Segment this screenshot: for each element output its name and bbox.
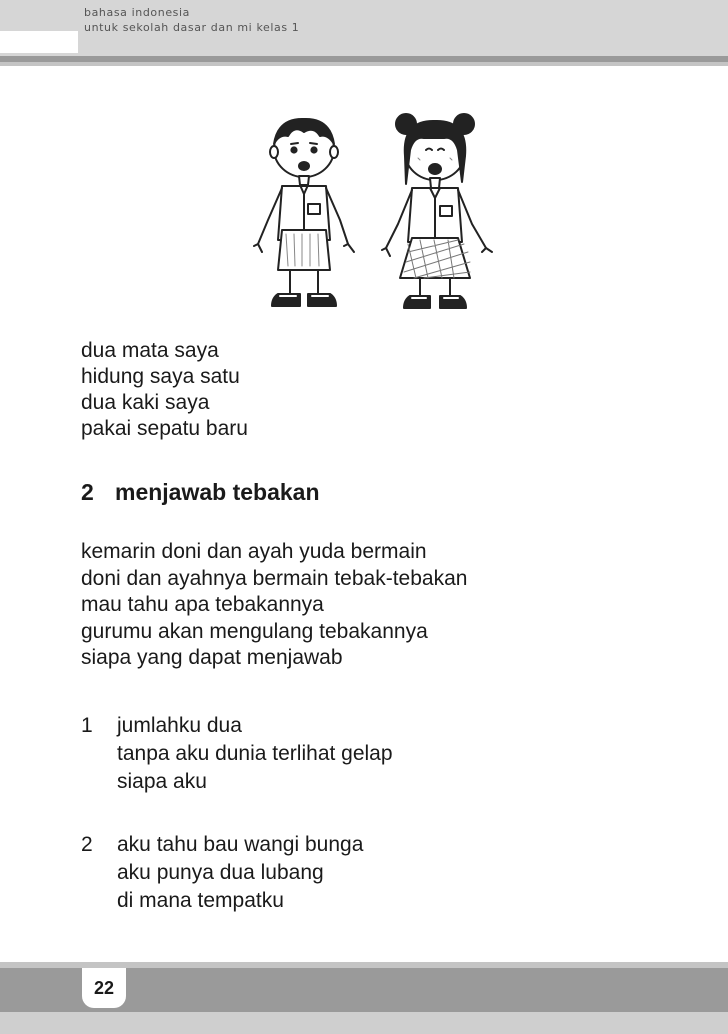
riddle-line: aku tahu bau wangi bunga [117, 833, 364, 856]
intro-line: kemarin doni dan ayah yuda bermain [81, 540, 427, 563]
riddle-2 [81, 831, 363, 915]
riddle-number: 2 [81, 833, 93, 856]
running-head [84, 5, 299, 35]
running-head-subject: bahasa indonesia [84, 6, 191, 19]
children-illustration [248, 112, 500, 316]
intro-line: mau tahu apa tebakannya [81, 593, 324, 616]
page-number: 22 [93, 978, 115, 998]
poem-line: pakai sepatu baru [81, 417, 248, 440]
section-number: 2 [81, 479, 94, 505]
poem-line: dua kaki saya [81, 391, 210, 414]
riddle-line: siapa aku [117, 770, 207, 793]
poem-line: dua mata saya [81, 339, 219, 362]
poem-line: hidung saya satu [81, 365, 240, 388]
intro-line: siapa yang dapat menjawab [81, 646, 343, 669]
boy-figure [254, 119, 354, 306]
header-marker [0, 31, 78, 53]
riddle-line: di mana tempatku [117, 889, 284, 912]
running-head-grade: untuk sekolah dasar dan mi kelas 1 [84, 21, 300, 34]
section-heading [81, 477, 320, 507]
intro-paragraph [81, 539, 467, 672]
footer-bottom-band [0, 1012, 728, 1034]
intro-line: gurumu akan mengulang tebakannya [81, 619, 428, 643]
riddle-line: tanpa aku dunia terlihat gelap [117, 742, 393, 765]
girl-figure [382, 114, 492, 308]
section-title: menjawab tebakan [115, 479, 320, 505]
poem [81, 338, 248, 442]
riddle-line: jumlahku dua [117, 714, 242, 737]
intro-line: doni dan ayahnya bermain tebak-tebakan [81, 566, 468, 590]
riddle-1 [81, 712, 393, 796]
riddle-number: 1 [81, 714, 93, 737]
riddle-line: aku punya dua lubang [117, 861, 324, 884]
header-rule-light [0, 62, 728, 66]
